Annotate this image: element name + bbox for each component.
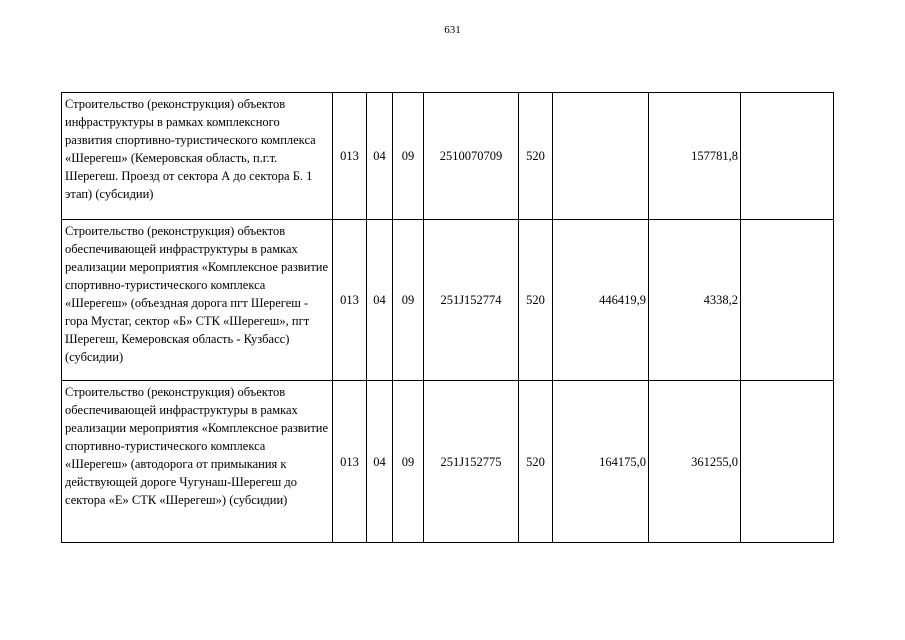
row-description: Строительство (реконструкция) объектов инфраструктуры в рамках комплексного развития спортивно-туристического комплекса «Шерегеш» (Кемеровская область, п.г.т. Шерегеш. Проезд от сектора А до сектора Б. 1 этап) (субсидии) — [62, 93, 333, 220]
target-article-code: 2510070709 — [424, 93, 519, 220]
row-description: Строительство (реконструкция) объектов обеспечивающей инфраструктуры в рамках реализации мероприятия «Комплексное развитие спортивно-туристического комплекса «Шерегеш» (объездная дорога пгт Шерегеш - гора Мустаг, сектор «Б» СТК «Шерегеш», пгт Шерегеш, Кемеровская область - Кузбасс) (субсидии) — [62, 220, 333, 381]
ministry-code: 013 — [333, 220, 367, 381]
page-number: 631 — [444, 24, 461, 36]
target-article-code: 251J152774 — [424, 220, 519, 381]
ministry-code: 013 — [333, 93, 367, 220]
amount-1: 164175,0 — [553, 381, 649, 543]
subsection-code: 09 — [393, 381, 424, 543]
table-row — [62, 220, 834, 381]
target-article-code: 251J152775 — [424, 381, 519, 543]
budget-table — [61, 92, 834, 543]
subsection-code: 09 — [393, 220, 424, 381]
expense-type-code: 520 — [519, 220, 553, 381]
table-row — [62, 93, 834, 220]
amount-3 — [741, 93, 834, 220]
amount-2: 361255,0 — [649, 381, 741, 543]
expense-type-code: 520 — [519, 381, 553, 543]
table-row — [62, 381, 834, 543]
row-description: Строительство (реконструкция) объектов обеспечивающей инфраструктуры в рамках реализации мероприятия «Комплексное развитие спортивно-туристического комплекса «Шерегеш» (автодорога от примыкания к действующей дороге Чугунаш-Шерегеш до сектора «Е» СТК «Шерегеш») (субсидии) — [62, 381, 333, 543]
section-code: 04 — [367, 381, 393, 543]
amount-2: 157781,8 — [649, 93, 741, 220]
ministry-code: 013 — [333, 381, 367, 543]
amount-2: 4338,2 — [649, 220, 741, 381]
section-code: 04 — [367, 220, 393, 381]
amount-1 — [553, 93, 649, 220]
section-code: 04 — [367, 93, 393, 220]
subsection-code: 09 — [393, 93, 424, 220]
amount-3 — [741, 220, 834, 381]
amount-3 — [741, 381, 834, 543]
expense-type-code: 520 — [519, 93, 553, 220]
amount-1: 446419,9 — [553, 220, 649, 381]
